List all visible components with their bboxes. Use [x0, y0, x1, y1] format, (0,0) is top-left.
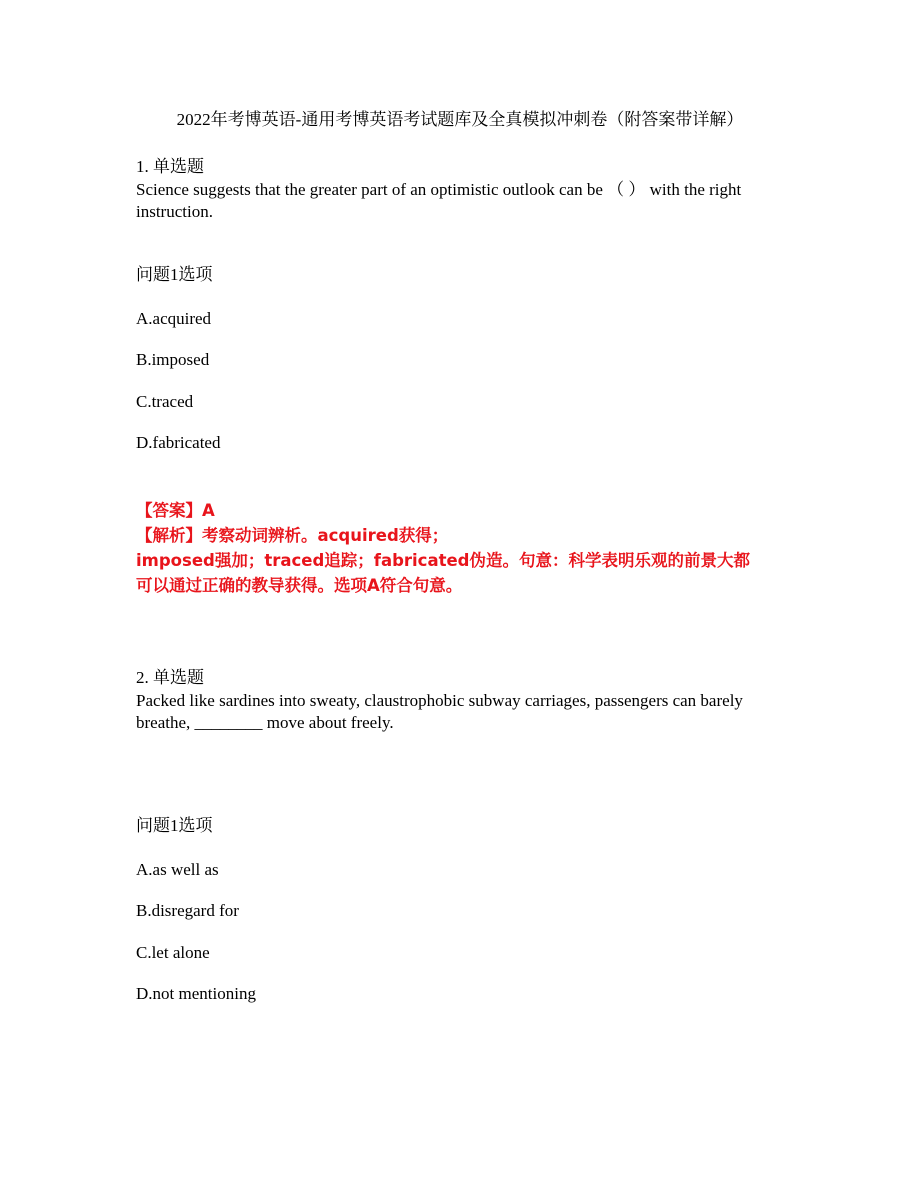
question-2-stem-line-2: breathe, ________ move about freely. — [136, 713, 394, 732]
question-2-options-header: 问题1选项 — [136, 816, 213, 835]
question-1-type: 1. 单选题 — [136, 157, 204, 176]
question-2-option-a: A.as well as — [136, 860, 219, 879]
question-1-stem — [136, 179, 786, 223]
question-1-analysis-line-1: 【解析】考察动词辨析。acquired获得； — [136, 526, 449, 545]
question-2-type: 2. 单选题 — [136, 668, 204, 687]
question-2-stem-line-1: Packed like sardines into sweaty, claustrophobic subway carriages, passengers can barely — [136, 691, 743, 710]
question-1-stem-line-1: Science suggests that the greater part of an optimistic outlook can be （ ） with the right — [136, 180, 742, 199]
question-1-stem-line-2: instruction. — [136, 202, 213, 221]
question-1-options-header: 问题1选项 — [136, 265, 213, 284]
question-1-option-d: D.fabricated — [136, 433, 221, 452]
question-1-answer-block — [136, 498, 796, 598]
question-2-stem — [136, 690, 786, 734]
question-1 — [136, 155, 786, 223]
question-1-option-b: B.imposed — [136, 350, 210, 369]
document-title: 2022年考博英语-通用考博英语考试题库及全真模拟冲刺卷（附答案带详解） — [176, 110, 744, 129]
question-2 — [136, 666, 786, 734]
question-1-analysis-line-3: 可以通过正确的教导获得。选项A符合句意。 — [136, 576, 463, 595]
question-2-option-c: C.let alone — [136, 943, 210, 962]
question-2-option-d: D.not mentioning — [136, 984, 256, 1003]
question-1-option-c: C.traced — [136, 392, 194, 411]
question-2-option-b: B.disregard for — [136, 901, 239, 920]
question-1-option-a: A.acquired — [136, 309, 212, 328]
question-1-answer: 【答案】A — [136, 501, 215, 520]
question-1-analysis-line-2: imposed强加；traced追踪；fabricated伪造。句意：科学表明乐观的前景大都 — [136, 551, 750, 570]
